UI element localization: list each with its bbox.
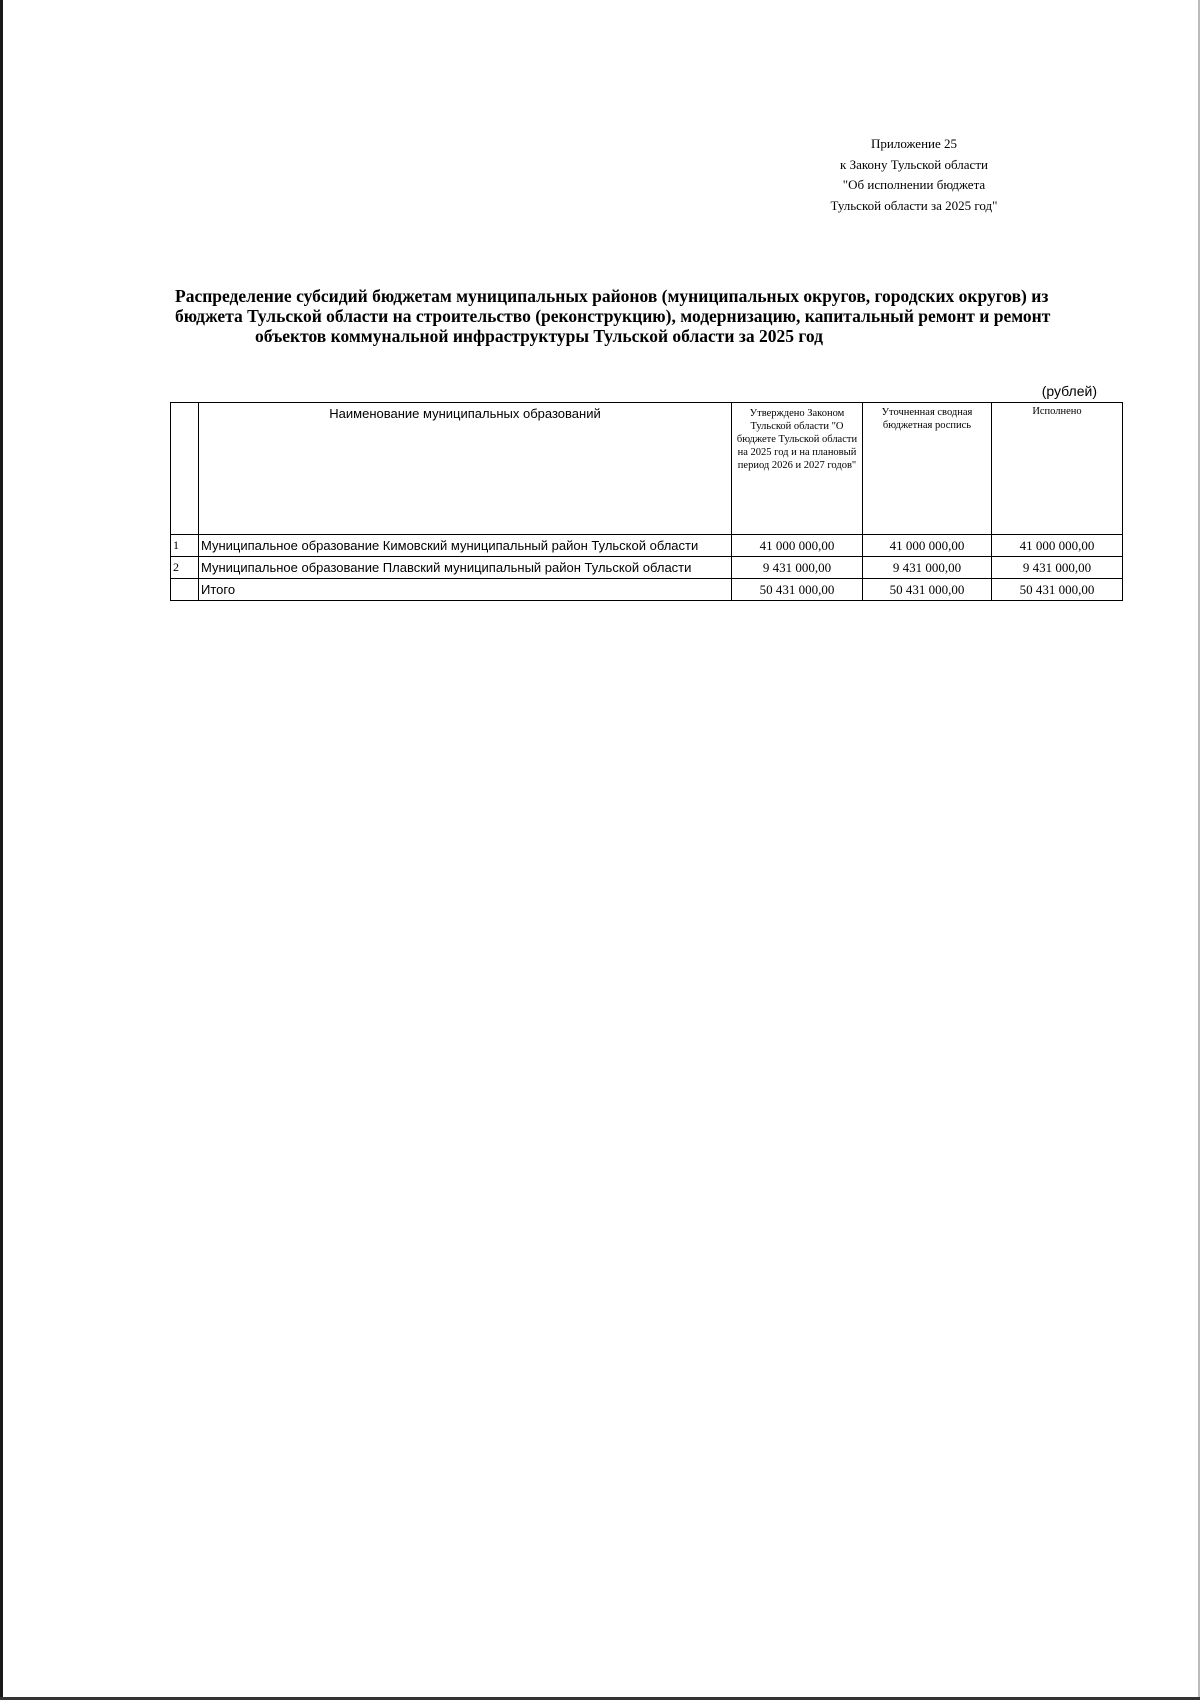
header-number: [171, 403, 199, 535]
subsidy-table: [170, 402, 1123, 601]
appendix-note: [800, 134, 1028, 216]
title-line-2: бюджета Тульской области на строительство (реконструкцию), модернизацию, капитальный ремонт и ремонт: [175, 306, 1051, 326]
units-label: (рублей): [1041, 383, 1097, 399]
appendix-line-3: "Об исполнении бюджета: [842, 177, 986, 192]
total-refined: 50 431 000,00: [863, 579, 992, 601]
scan-edge-left: [0, 0, 3, 1700]
header-name: Наименование муниципальных образований: [199, 403, 732, 535]
title-line-3: объектов коммунальной инфраструктуры Тульской области за 2025 год: [255, 326, 823, 346]
table-total-row: [171, 579, 1123, 601]
row-executed: 9 431 000,00: [992, 557, 1123, 579]
appendix-line-2: к Закону Тульской области: [840, 156, 988, 172]
row-refined: 9 431 000,00: [863, 557, 992, 579]
row-refined: 41 000 000,00: [863, 535, 992, 557]
row-number: 2: [171, 557, 199, 579]
total-number: [171, 579, 199, 601]
table-header-row: [171, 403, 1123, 535]
row-number: 1: [171, 535, 199, 557]
row-approved: 9 431 000,00: [732, 557, 863, 579]
appendix-line-1: Приложение 25: [870, 136, 958, 151]
document-title: [175, 286, 1095, 346]
table-row: [171, 535, 1123, 557]
row-name: Муниципальное образование Плавский муниципальный район Тульской области: [199, 557, 732, 579]
table-row: [171, 557, 1123, 579]
header-refined: Уточненная сводная бюджетная роспись: [863, 403, 992, 535]
total-executed: 50 431 000,00: [992, 579, 1123, 601]
header-executed: Исполнено: [992, 403, 1123, 535]
header-approved: Утверждено Законом Тульской области "О бюджете Тульской области на 2025 год и на плановый период 2026 и 2027 годов": [732, 403, 863, 535]
total-approved: 50 431 000,00: [732, 579, 863, 601]
title-line-1: Распределение субсидий бюджетам муниципальных районов (муниципальных округов, городских округов) из: [175, 286, 1049, 306]
total-label: Итого: [199, 579, 732, 601]
row-name: Муниципальное образование Кимовский муниципальный район Тульской области: [199, 535, 732, 557]
row-executed: 41 000 000,00: [992, 535, 1123, 557]
appendix-line-4: Тульской области за 2025 год": [830, 197, 998, 213]
row-approved: 41 000 000,00: [732, 535, 863, 557]
